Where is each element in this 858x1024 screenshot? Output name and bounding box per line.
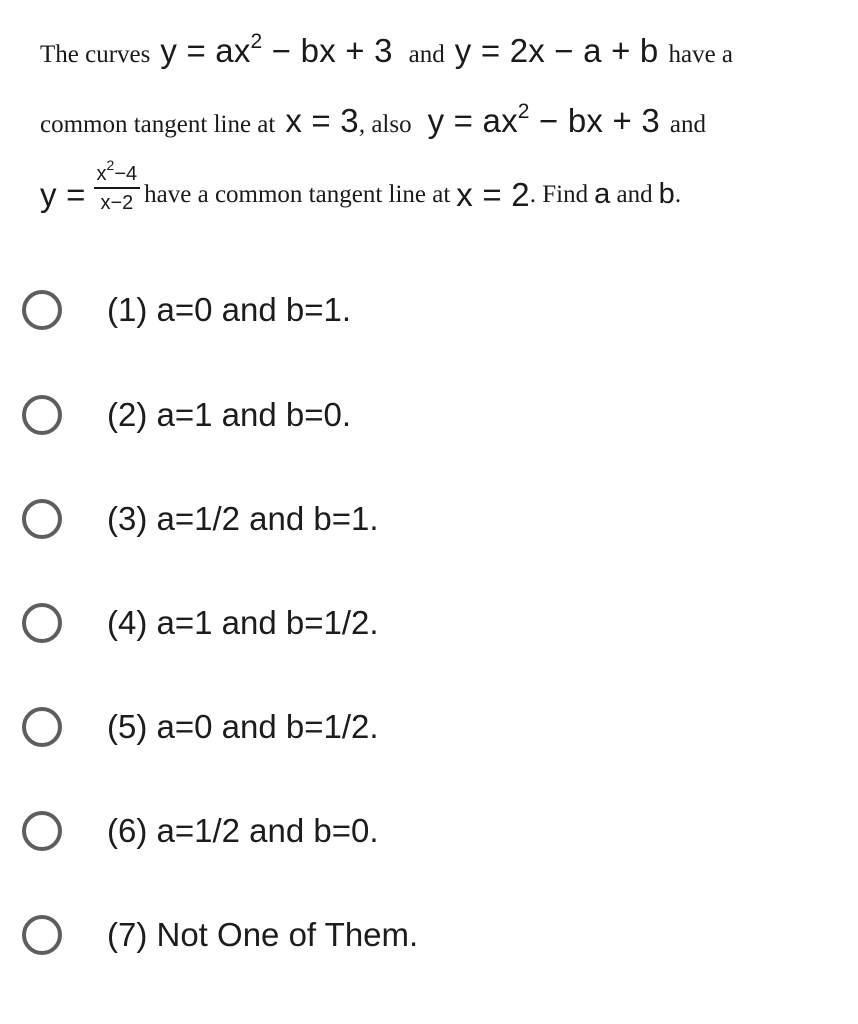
- option-label: (2) a=1 and b=0.: [107, 396, 352, 433]
- fraction-denominator: x−2: [100, 192, 134, 214]
- variable-b: b: [658, 178, 675, 210]
- question-text-segment: have a: [668, 41, 734, 68]
- option-label: (3) a=1/2 and b=1.: [107, 500, 379, 537]
- equation-y: y =: [40, 175, 86, 213]
- option-3[interactable]: [22, 491, 379, 547]
- fraction: [94, 157, 141, 214]
- equation-x-2: x = 2: [456, 175, 530, 213]
- option-label: (5) a=0 and b=1/2.: [107, 708, 379, 745]
- option-2[interactable]: [22, 387, 351, 443]
- option-4[interactable]: [22, 595, 379, 651]
- question-line-1: [40, 32, 733, 70]
- equation-curve-1: $y = ax^2$ − bx + 3: [160, 30, 393, 69]
- option-label: (7) Not One of Them.: [107, 916, 419, 953]
- question-text-segment: , also: [358, 111, 412, 138]
- fraction-numerator: $x^2-4$: [96, 157, 138, 185]
- equation-curve-1-repeat: $y = ax^2$ − bx + 3: [427, 100, 660, 139]
- question-text-segment: have a common tangent line at: [144, 180, 451, 208]
- option-1[interactable]: [22, 282, 351, 338]
- option-5[interactable]: [22, 699, 379, 755]
- option-label: (1) a=0 and b=1.: [107, 291, 352, 328]
- radio-button-icon[interactable]: [22, 707, 62, 747]
- radio-button-icon[interactable]: [22, 290, 62, 330]
- question-line-2: [40, 102, 706, 140]
- radio-button-icon[interactable]: [22, 603, 62, 643]
- question-text-segment: and: [408, 41, 445, 68]
- equation-x-3: x = 3: [285, 102, 359, 139]
- option-label: (6) a=1/2 and b=0.: [107, 812, 379, 849]
- question-text-segment: common tangent line at: [40, 111, 276, 138]
- question-text-segment: and: [669, 111, 707, 138]
- option-6[interactable]: [22, 803, 379, 859]
- question-text-segment: and: [616, 180, 653, 208]
- option-label: (4) a=1 and b=1/2.: [107, 604, 379, 641]
- question-line-3: [40, 157, 682, 219]
- radio-button-icon[interactable]: [22, 395, 62, 435]
- equation-line: y = 2x − a + b: [454, 32, 659, 69]
- radio-button-icon[interactable]: [22, 915, 62, 955]
- question-text-segment: The curves: [40, 41, 151, 68]
- variable-a: a: [594, 178, 611, 210]
- radio-button-icon[interactable]: [22, 811, 62, 851]
- option-7[interactable]: [22, 907, 418, 963]
- question-text-segment: . Find: [529, 180, 589, 208]
- question-text-segment: .: [674, 180, 682, 208]
- radio-button-icon[interactable]: [22, 499, 62, 539]
